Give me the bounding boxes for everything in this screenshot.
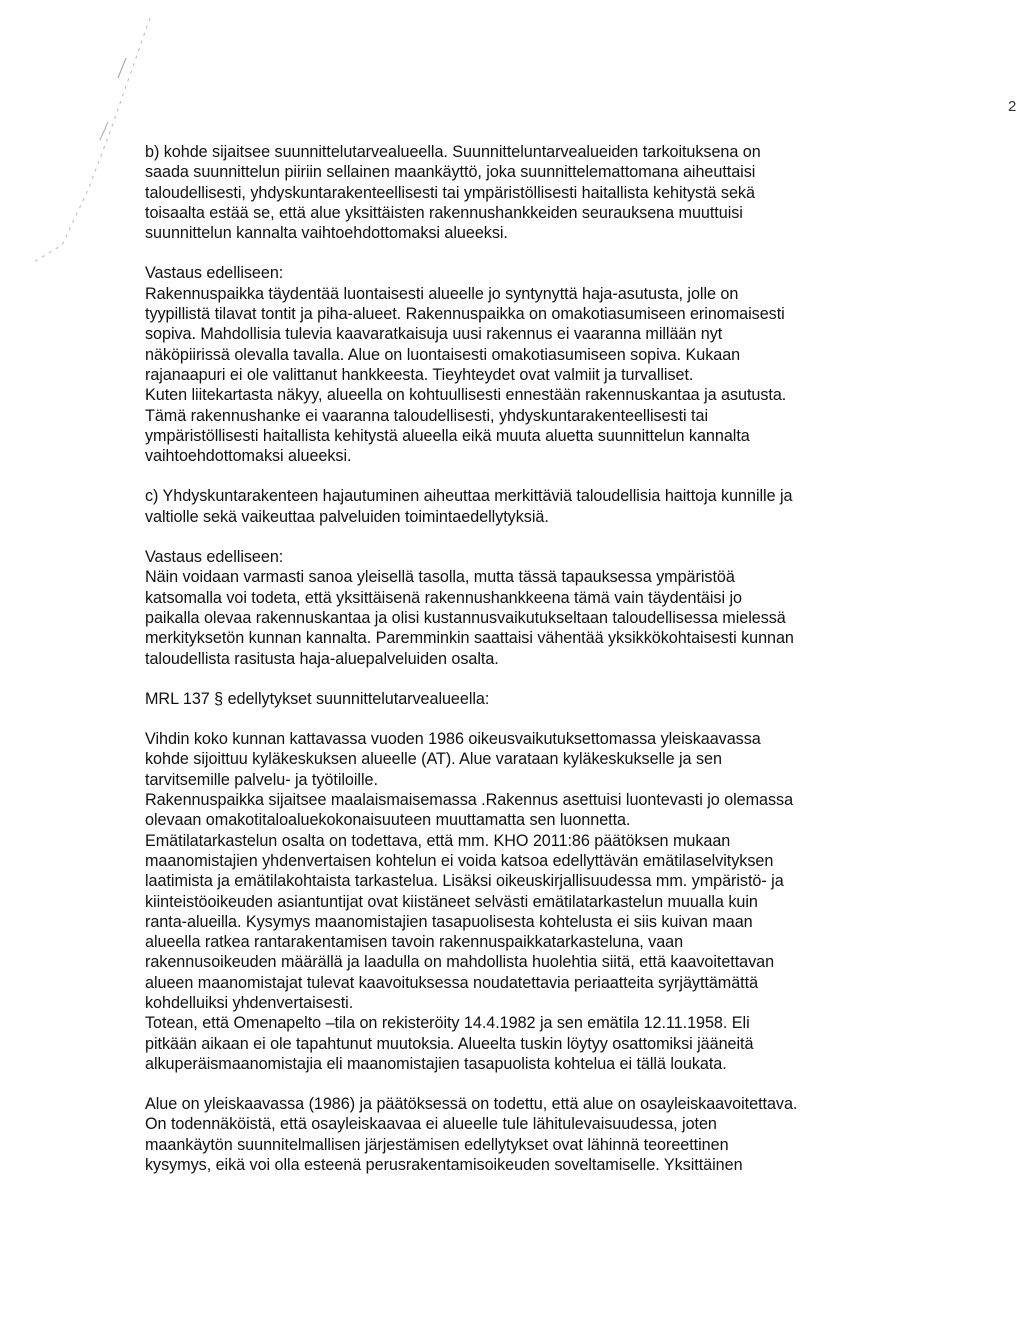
text-line: kiinteistöoikeuden asiantuntijat ovat kiistäneet selvästi emätilatarkastelun muualla kuin xyxy=(145,892,758,911)
final-paragraph xyxy=(145,1094,920,1175)
text-line: olevaan omakotitaloaluekokonaisuuteen muuttamatta sen luonnetta. xyxy=(145,811,631,830)
text-line: valtiolle sekä vaikeuttaa palveluiden toimintaedellytyksiä. xyxy=(145,507,549,526)
text-line: sopiva. Mahdollisia tulevia kaavaratkaisuja uusi rakennus ei vaaranna millään nyt xyxy=(145,325,723,344)
text-line: vaihtoehdottomaksi alueeksi. xyxy=(145,447,352,466)
section-c-paragraph xyxy=(145,486,920,527)
text-line: Vihdin koko kunnan kattavassa vuoden 1986 oikeusvaikutuksettomassa yleiskaavassa xyxy=(145,730,761,749)
text-line: toisaalta estää se, että alue yksittäisten rakennushankkeiden seurauksena muuttuisi xyxy=(145,203,743,222)
text-line: rakennusoikeuden määrällä ja laadulla on mahdollista huolehtia siitä, että kaavoitettavan xyxy=(145,953,775,972)
text-line: ympäristöllisesti haitallista kehitystä alueella eikä muuta aluetta suunnittelun kannalta xyxy=(145,426,750,445)
text-line: tarvitsemille palvelu- ja työtiloille. xyxy=(145,770,378,789)
text-line: ranta-alueilla. Kysymys maanomistajien tasapuolisesta kohtelusta ei siis kuivan maan xyxy=(145,912,753,931)
text-line: alueella ratkea rantarakentamisen tavoin rakennuspaikkatarkasteluna, vaan xyxy=(145,933,684,952)
text-line: Tämä rakennushanke ei vaaranna taloudellisesti, yhdyskuntarakenteellisesti tai xyxy=(145,406,708,425)
answer-b-paragraph xyxy=(145,263,920,466)
page-number: 2 xyxy=(1008,98,1017,115)
text-line: Rakennuspaikka täydentää luontaisesti alueelle jo syntynyttä haja-asutusta, jolle on xyxy=(145,284,739,303)
text-line: näköpiirissä olevalla tavalla. Alue on luontaisesti omakotiasumiseen sopiva. Kukaan xyxy=(145,345,741,364)
text-line: On todennäköistä, että osayleiskaavaa ei alueelle tule lähitulevaisuudessa, joten xyxy=(145,1115,717,1134)
text-line: taloudellisesti, yhdyskuntarakenteellisesti tai ympäristöllisesti haitallista kehitystä sekä xyxy=(145,183,755,202)
text-line: alkuperäismaanomistajia eli maanomistajien tasapuolista kohtelua ei tällä loukata. xyxy=(145,1054,727,1073)
text-line: Kuten liitekartasta näkyy, alueella on kohtuullisesti ennestään rakennuskantaa ja asutusta. xyxy=(145,386,787,405)
mrl-heading xyxy=(145,689,920,709)
text-line: Näin voidaan varmasti sanoa yleisellä tasolla, mutta tässä tapauksessa ympäristöä xyxy=(145,568,735,587)
answer-label: Vastaus edelliseen: xyxy=(145,264,284,283)
text-line: Emätilatarkastelun osalta on todettava, että mm. KHO 2011:86 päätöksen mukaan xyxy=(145,831,731,850)
text-line: Rakennuspaikka sijaitsee maalaismaisemassa .Rakennus asettuisi luontevasti jo olemassa xyxy=(145,791,794,810)
text-line: laatimista ja emätilakohtaista tarkastelua. Lisäksi oikeuskirjallisuudessa mm. ympäristö- ja xyxy=(145,872,784,891)
text-line: tyypillistä tilavat tontit ja piha-alueet. Rakennuspaikka on omakotiasumiseen erinomaisesti xyxy=(145,305,785,324)
text-line: c) Yhdyskuntarakenteen hajautuminen aiheuttaa merkittäviä taloudellisia haittoja kunnille ja xyxy=(145,487,793,506)
text-line: alueen maanomistajat tulevat kaavoituksessa noudatettavia periaatteita syrjäyttämättä xyxy=(145,973,759,992)
text-line: Totean, että Omenapelto –tila on rekisteröity 14.4.1982 ja sen emätila 12.11.1958. Eli xyxy=(145,1014,750,1033)
text-line: rajanaapuri ei ole valittanut hankkeesta. Tieyhteydet ovat valmiit ja turvalliset. xyxy=(145,365,694,384)
section-b-paragraph xyxy=(145,142,920,243)
text-line: maanomistajien yhdenvertaisen kohtelun ei voida katsoa edellyttävän emätilaselvityksen xyxy=(145,851,774,870)
answer-c-paragraph xyxy=(145,547,920,669)
text-line: maankäytön suunnitelmallisen järjestämisen edellytykset ovat lähinnä teoreettinen xyxy=(145,1135,729,1154)
section-heading: MRL 137 § edellytykset suunnittelutarvealueella: xyxy=(145,689,490,708)
text-line: b) kohde sijaitsee suunnittelutarvealueella. Suunnitteluntarvealueiden tarkoituksena on xyxy=(145,143,761,161)
text-line: kohdelluiksi yhdenvertaisesti. xyxy=(145,993,354,1012)
text-line: kohde sijoittuu kyläkeskuksen alueelle (AT). Alue varataan kyläkeskukselle ja sen xyxy=(145,750,722,769)
answer-label: Vastaus edelliseen: xyxy=(145,548,284,567)
text-line: Alue on yleiskaavassa (1986) ja päätöksessä on todettu, että alue on osayleiskaavoitettava. xyxy=(145,1095,798,1114)
text-line: katsomalla voi todeta, että yksittäisenä rakennushankkeena tämä vain täydentäisi jo xyxy=(145,588,742,607)
text-line: merkityksetön kunnan kannalta. Paremminkin saattaisi vähentää yksikkökohtaisesti kunnan xyxy=(145,629,794,648)
text-line: suunnittelun kannalta vaihtoehdottomaksi alueeksi. xyxy=(145,224,508,243)
mrl-body-paragraph xyxy=(145,729,920,1074)
text-line: paikalla olevaa rakennuskantaa ja olisi kustannusvaikutukseltaan taloudellisessa mielessä xyxy=(145,608,786,627)
text-line: saada suunnittelun piiriin sellainen maankäyttö, joka suunnittelemattomana aiheuttaisi xyxy=(145,163,756,182)
text-line: pitkään aikaan ei ole tapahtunut muutoksia. Alueelta tuskin löytyy osattomiksi jääneitä xyxy=(145,1034,754,1053)
text-line: taloudellista rasitusta haja-aluepalveluiden osalta. xyxy=(145,649,499,668)
document-body xyxy=(145,142,920,1175)
text-line: kysymys, eikä voi olla esteenä perusrakentamisoikeuden soveltamiselle. Yksittäinen xyxy=(145,1156,743,1175)
